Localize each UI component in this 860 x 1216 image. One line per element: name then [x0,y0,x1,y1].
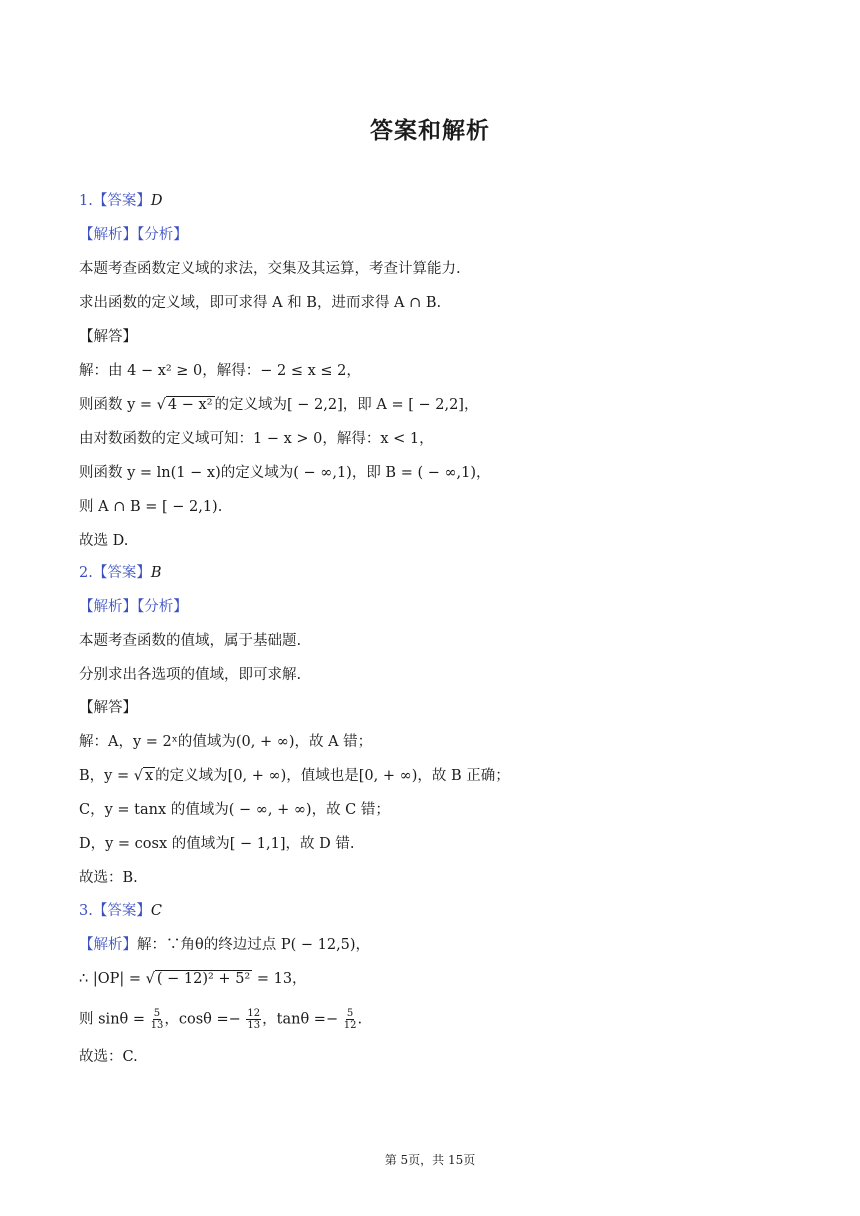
q2-analysis-2: 分别求出各选项的值域，即可求解. [79,667,302,683]
q1-solution-4: 则函数 y = ln(1 − x)的定义域为( − ∞,1)，即 B = ( − ∞,1)， [79,465,491,481]
q3-answer-tag: 【答案】 [92,903,151,919]
q3-number: 3. [79,903,93,919]
q3-analysis-tag: 【解析】 [79,937,137,953]
page-title: 答案和解析 [370,118,490,144]
q1-solution-2: 则函数 y = √ 4 − x² 的定义域为[ − 2,2]，即 A = [ − 2,2]， [79,397,479,413]
q3-solution-2: ∴ |OP| = √ ( − 12)² + 5² = 13， [79,971,307,987]
q2-solution-5: 故选：B. [79,870,138,886]
page-footer: 第 5页，共 15页 [384,1153,476,1167]
q1-answer-tag: 【答案】 [92,193,151,209]
q2-solution-3: C，y = tanx 的值域为( − ∞, + ∞)，故 C 错； [79,802,390,818]
q2-solution-2: B，y = √ x 的定义域为[0, + ∞)，值域也是[0, + ∞)，故 B 正确； [79,768,510,784]
q2-solution-1: 解：A，y = 2ˣ的值域为(0, + ∞)，故 A 错； [79,734,373,750]
q2-analysis-tags: 【解析】【分析】 [79,599,188,615]
q2-answer-line [79,563,162,583]
q3-solution-4: 故选：C. [79,1049,138,1065]
q1-solution-1: 解：由 4 − x² ≥ 0，解得：− 2 ≤ x ≤ 2， [79,363,361,379]
q3-answer: C [150,903,162,919]
q1-answer-line [79,191,162,211]
fraction: $\frac{5}{13}$ [150,1008,164,1031]
q2-answer: B [150,565,162,581]
q1-analysis-tags: 【解析】【分析】 [79,227,188,243]
q2-solution-tag: 【解答】 [79,700,137,716]
q2-analysis-1: 本题考查函数的值域，属于基础题. [79,633,302,649]
q3-answer-line [79,901,162,921]
q1-solution-3: 由对数函数的定义域可知：1 − x > 0，解得：x < 1， [79,431,434,447]
q2-number: 2. [79,565,93,581]
fraction: $\frac{5}{12}$ [343,1008,357,1031]
q1-solution-6: 故选 D. [79,533,129,549]
q1-number: 1. [79,193,93,209]
q2-answer-tag: 【答案】 [92,565,151,581]
q1-answer: D [150,193,163,209]
q1-analysis-2: 求出函数的定义域，即可求得 A 和 B，进而求得 A ∩ B. [79,295,442,311]
sqrt-radicand: x [144,768,154,784]
q2-solution-4: D，y = cosx 的值域为[ − 1,1]，故 D 错. [79,836,355,852]
sqrt-radicand: ( − 12)² + 5² [156,971,251,987]
q1-solution-5: 则 A ∩ B = [ − 2,1). [79,499,223,515]
sqrt-radicand: 4 − x² [167,397,213,413]
fraction: $\frac{12}{13}$ [247,1008,261,1031]
q3-solution-1: 【解析】解：∵角θ的终边过点 P( − 12,5)， [79,937,371,953]
q1-analysis-1: 本题考查函数定义域的求法，交集及其运算，考查计算能力. [79,261,461,277]
q3-solution-3: 则 sinθ = $\frac{5}{13}$ ，cosθ =− $\frac{12}{13}$ ，tanθ =− $\frac{5}{12}$ . [79,1008,363,1031]
q1-solution-tag: 【解答】 [79,329,137,345]
